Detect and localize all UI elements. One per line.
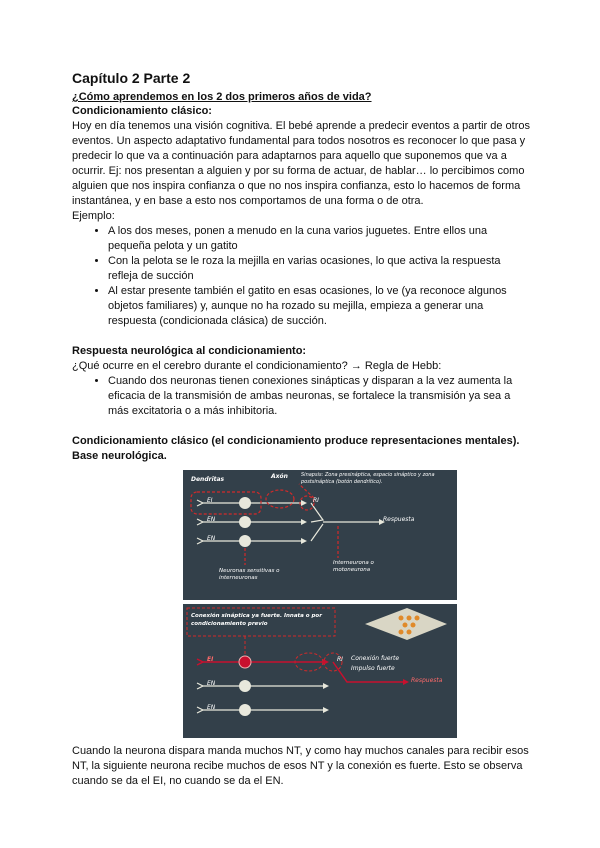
label-ei: EI: [207, 497, 213, 504]
question-heading: ¿Cómo aprendemos en los 2 dos primeros años de vida?: [72, 91, 372, 103]
label-ri: RI: [337, 656, 343, 663]
label-respuesta: Respuesta: [411, 677, 443, 684]
example-label: Ejemplo:: [72, 210, 115, 222]
neuron-figure: [183, 470, 457, 738]
label-axon: Axón: [271, 473, 288, 480]
label-conexion-fuerte: Conexión fuerte: [351, 655, 400, 662]
label-sensitivas: Neuronas sensitivas o interneuronas: [219, 568, 280, 581]
label-ei: EI: [207, 656, 214, 663]
closing-paragraph: Cuando la neurona dispara manda muchos NT, y como hay muchos canales para recibir esos NT, la siguiente neurona recibe muchos de esos NT y la conexión es fuerte. Esto se observa cuando se da el EI, no cuando se da el EN.: [72, 745, 529, 787]
label-ri: RI: [313, 497, 319, 504]
section-heading-classical: Condicionamiento clásico:: [72, 105, 212, 117]
section-paragraph-neuro: ¿Qué ocurre en el cerebro durante el condicionamiento? → Regla de Hebb:: [72, 360, 442, 372]
section-heading-neuro: Respuesta neurológica al condicionamiento:: [72, 345, 307, 357]
document-page: [72, 70, 530, 789]
label-en-1: EN: [207, 680, 216, 687]
label-en-2: EN: [207, 535, 216, 542]
hebb-list: [72, 374, 530, 419]
neuron-diagram-2: [183, 604, 457, 738]
label-dendritas: Dendritas: [191, 476, 225, 483]
label-en-2: EN: [207, 704, 216, 711]
section-heading-base: Condicionamiento clásico (el condicionamiento produce representaciones mentales). Base neurológica.: [72, 435, 520, 462]
list-item: • Con la pelota se le roza la mejilla en varias ocasiones, lo que activa la respuesta refleja de succión: [108, 254, 530, 284]
label-en-1: EN: [207, 516, 216, 523]
label-sinapsis: Sinapsis: Zona presináptica, espacio sináptico y zona postsináptica (botón dendrítico).: [301, 472, 435, 485]
list-item: • A los dos meses, ponen a menudo en la cuna varios juguetes. Entre ellos una pequeña pelota y un gatito: [108, 224, 530, 254]
label-conexion-ya-fuerte: Conexión sináptica ya fuerte. Innata o por condicionamiento previo: [191, 613, 322, 627]
page-title: Capítulo 2 Parte 2: [72, 70, 191, 86]
neuron-diagram-1: [183, 470, 457, 600]
list-item: • Cuando dos neuronas tienen conexiones sinápticas y disparan a la vez aumenta la eficacia de la transmisión de ambas neuronas, se fortalece la transmisión ya sea a más excitatoria o a más inhibitoria.: [108, 374, 530, 419]
label-interneurona: Interneurona o motoneurona: [333, 560, 374, 573]
list-item: • Al estar presente también el gatito en esas ocasiones, lo ve (ya reconoce algunos objetos familiares) y, aunque no ha rozado su mejilla, empieza a generar una respuesta (condicionada clásica) de succión.: [108, 284, 530, 329]
example-list: [72, 224, 530, 329]
section-paragraph-classical: Hoy en día tenemos una visión cognitiva. El bebé aprende a predecir eventos a partir de otros eventos. Un aspecto adaptativo fundamental para todos nosotros es reconocer lo que pasa y predecir lo que va a continuación para adaptarnos para aquello que suponemos que va a ocurrir. Ej: nos presentan a alguien y por su forma de actuar, de hablar… lo percibimos como alguien que nos inspira confianza o que no nos inspira confianza, esto lo hacemos de forma instantánea, y en base a esto nos comportamos de una forma o de otra.: [72, 120, 530, 207]
label-impulso-fuerte: Impulso fuerte: [351, 665, 395, 672]
label-respuesta: Respuesta: [383, 516, 415, 523]
